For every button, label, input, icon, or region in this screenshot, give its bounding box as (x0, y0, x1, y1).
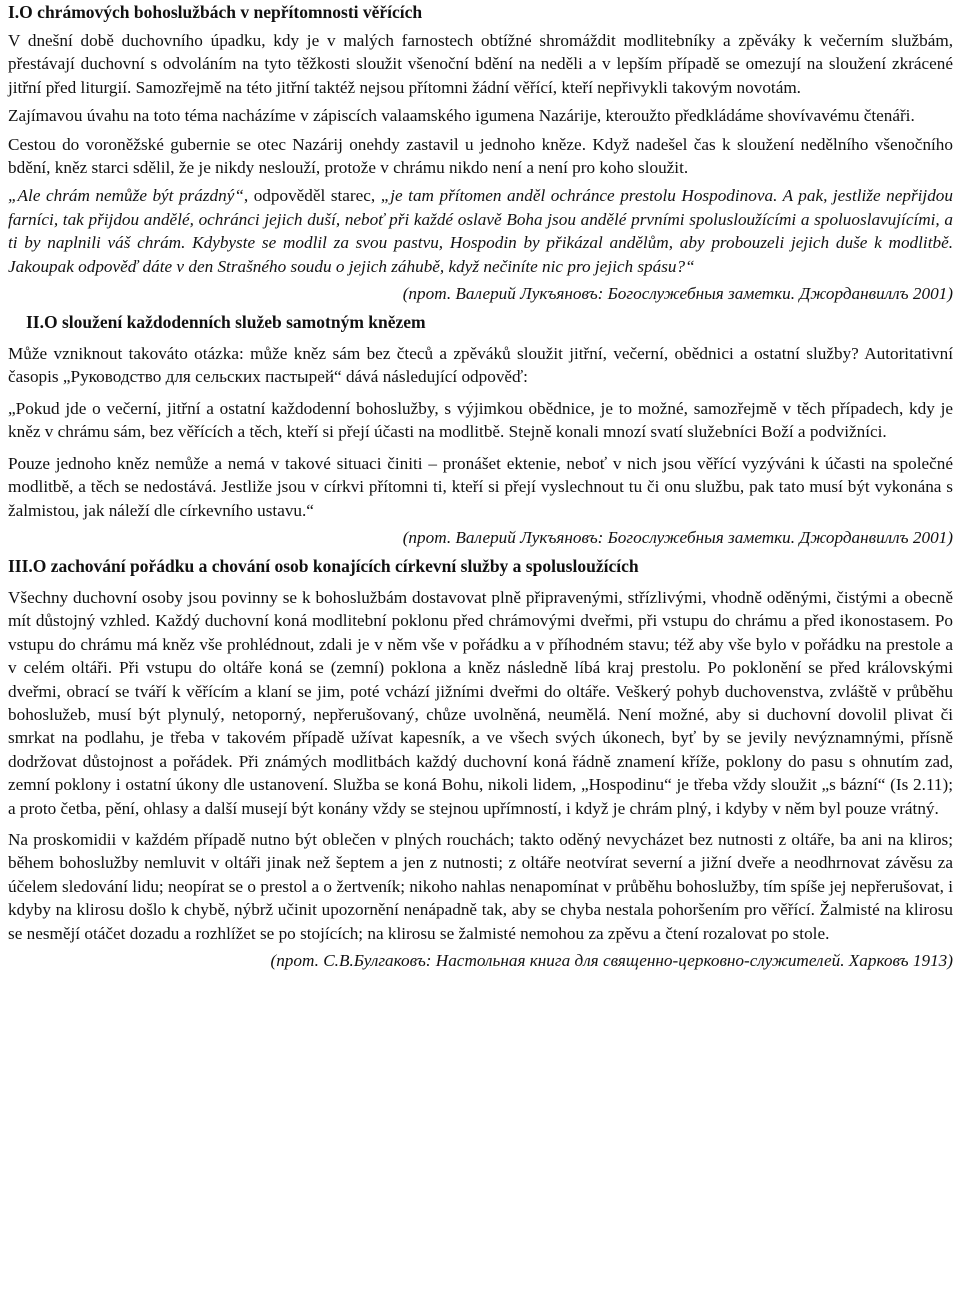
paragraph: Cestou do voroněžské gubernie se otec Nazárij onehdy zastavil u jednoho kněze. Když nadešel čas k sloužení nedělního všenočního bdění, kněz starci sdělil, že je nikdy neslouží, protože v chrámu nikdo není a není pro koho sloužit. (8, 134, 953, 178)
section-heading: III.O zachování pořádku a chování osob konajících církevní služby a spolusloužících (8, 555, 639, 576)
section-heading: I.O chrámových bohoslužbách v nepřítomnosti věřících (8, 2, 423, 22)
paragraph: Zajímavou úvahu na toto téma nacházíme v zápiscích valaamského igumena Nazárije, kteroužto předkládáme shovívavému čtenáři. (8, 106, 915, 126)
source-citation: (прот. С.В.Булгаковъ: Настольная книга для священно-церковно-служителей. Харковъ 1913) (270, 951, 953, 970)
quote-text: „Ale chrám nemůže být prázdný“ (8, 186, 244, 206)
paragraph: Může vzniknout takováto otázka: může kněz sám bez čteců a zpěváků sloužit jitřní, večerní, obědnici a ostatní služby? Autoritativní časopis „Руководство для сельских пастырей“ dává následující odpověď: (8, 344, 953, 387)
quote-paragraph: „Pokud jde o večerní, jitřní a ostatní každodenní bohoslužby, s výjimkou obědnice, je to možné, samozřejmě v těch případech, kdy je kněz v chrámu sám, bez věřících a těch, kteří si přejí účasti na modlitbě. Stejně konali mnozí svatí služebníci Boží a podvižníci. (8, 398, 953, 442)
paragraph: Všechny duchovní osoby jsou povinny se k bohoslužbám dostavovat plně připravenými, střízlivými, vhodně oděnými, čistými a obecně mít důstojný vzhled. Každý duchovní koná modlitební poklonu před chrámovými dveřmi, při vstupu do chrámu a před ikonostasem. Po vstupu do chrámu má kněz vše prohlédnout, zdali je v něm vše v pořádku a v příhodném stavu; též aby vše bylo v pořádku na prestole a v celém oltáři. Při vstupu do oltáře koná se (zemní) poklona a kněz následně líbá kraj prestolu. Po poklonění se před královskými dveřmi, obrací se tváří k věřícím a klaní se jim, poté vchází jižními dveřmi do oltáře. Veškerý pohyb duchovenstva, zvláště v průběhu bohoslužeb, musí být plynulý, netoporný, nepřerušovaný, chůze uvolněná, neumělá. Není možné, aby si duchovní dovolil plivat či smrkat na podlahu, je třeba v takovém případě užívat kapesník, a ve všech svých úkonech, byť by se jevily nevýznamnými, přísně dodržovat důstojnost a pořádek. Při známých modlitbách každý duchovní koná řádně znamení kříže, poklony do pasu s ohnutím zad, zemní poklony i ostatní úkony dle ustanovení. Služba se koná Bohu, nikoli lidem, „Hospodinu“ je třeba vždy sloužit „s bázní“ (Is 2.11); a proto četba, pění, ohlasy a další musejí být konány vždy se stejnou upřímností, i když je chrám plný, i kdyby v něm byl pouze vrátný. (8, 587, 953, 818)
source-citation: (прот. Валерий Лукъяновъ: Богослужебныя заметки. Джорданвиллъ 2001) (402, 527, 953, 547)
quote-text: „je tam přítomen anděl ochránce prestolu Hospodinova. A pak, jestliže nepřijdou farníci, tak přijdou andělé, ochránci jejich duší, neboť při každé oslavě Boha jsou andělé prvními spolusloužícími a spoluoslavujícími, a ti by naplnili váš chrám. Kdybyste se modlil za svou pastvu, Hospodin by přikázal andělům, aby probouzeli jejich duše k modlitbě. Jakoupak odpověď dáte v den Strašného soudu o jejich záhubě, když nečiníte nic pro jejich spásu?“ (8, 186, 953, 276)
paragraph: Na proskomidii v každém případě nutno být oblečen v plných rouchách; takto oděný nevycházet bez nutnosti z oltáře, ba ani na kliros; během bohoslužby nemluvit v oltáři jinak než šeptem a jen z nutnosti; z oltáře neotvírat severní a jižní dveře a neodhrnovat závěsu za účelem sledování lidu; neopírat se o prestol a o žertveník; nikoho nahlas nenapomínat v průběhu bohoslužby, tím spíše jej nepřerušovat, i kdyby na klirosu došlo k chybě, nýbrž učinit upozornění nenápadně tak, aby se chyba nestala pohoršením pro věřící. Žalmisté na klirosu se nesmějí otáčet dozadu a rozhlížet se po stojících; na klirosu se žalmisté nemohou za zpěvu a čtení rozalovat po stole. (8, 829, 953, 943)
quote-paragraph: Pouze jednoho kněz nemůže a nemá v takové situaci činiti – pronášet ektenie, neboť v nich jsou věřící vyzýváni k účasti na společné modlitbě, a těch se nedostává. Jestliže jsou v církvi přítomni ti, kteří si přejí vyslechnout tu či onu službu, pak tato musí být vykonána s žalmistou, jak náleží dle církevního ustavu.“ (8, 453, 953, 520)
paragraph: V dnešní době duchovního úpadku, kdy je v malých farnostech obtížné shromáždit modlitebníky a zpěváky k večerním službám, přestávají duchovní s odvoláním na tyto těžkosti sloužit všenoční bdění na neděli a v lepším případě se omezují na sloužení zkrácené jitřní před liturgií. Samozřejmě na této jitřní taktéž nejsou přítomni žádní věřící, kteří nepřivykli takovým novotám. (8, 31, 953, 97)
source-citation: (прот. Валерий Лукъяновъ: Богослужебныя заметки. Джорданвиллъ 2001) (402, 284, 953, 304)
section-heading: II.O sloužení každodenních služeb samotným knězem (26, 312, 426, 333)
quote-paragraph (8, 184, 953, 278)
quote-attribution: , odpověděl starec, (243, 186, 381, 206)
